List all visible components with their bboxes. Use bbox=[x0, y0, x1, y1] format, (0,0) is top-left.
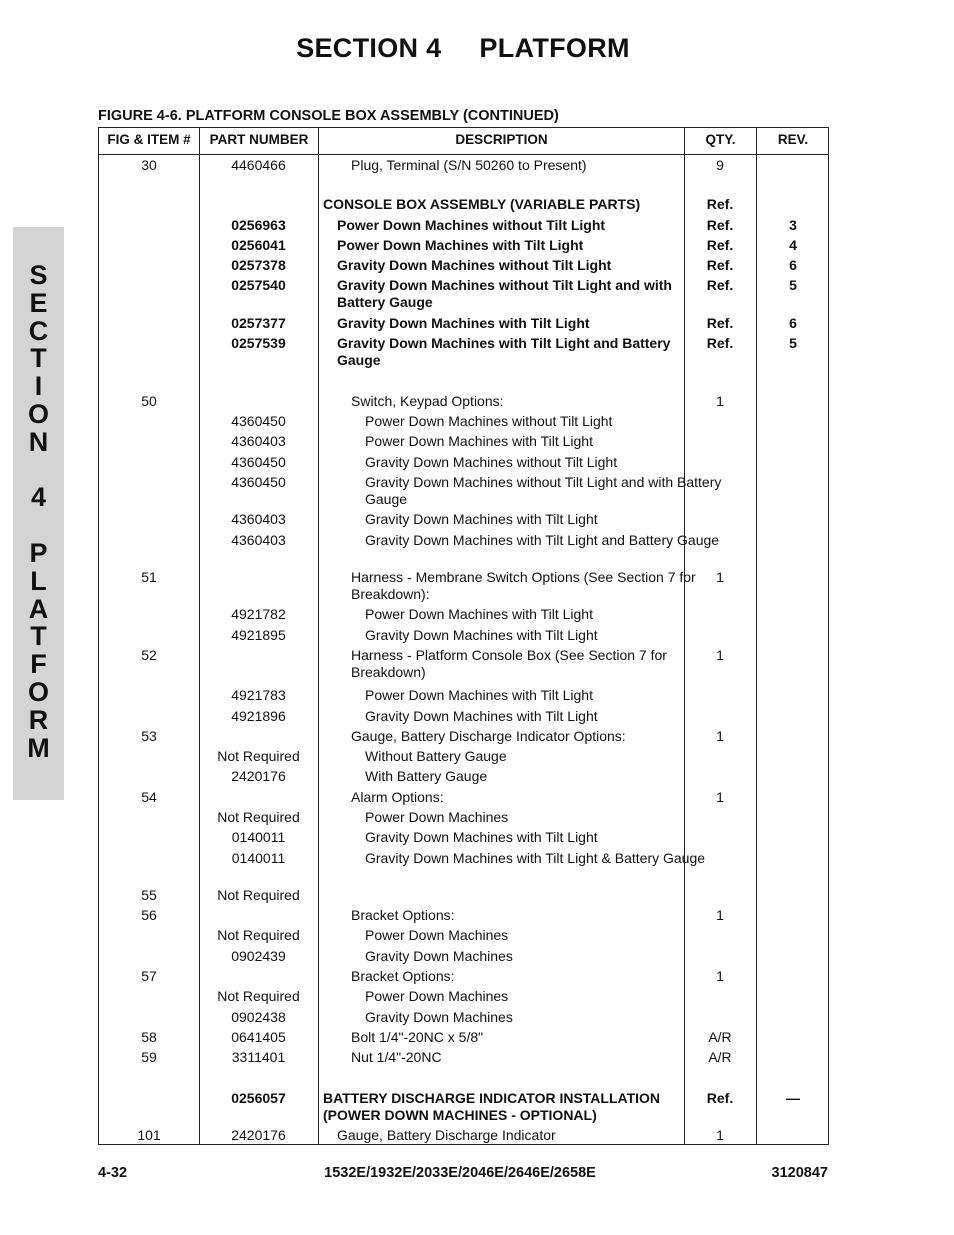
header-divider bbox=[99, 154, 828, 155]
side-tab-letter: F bbox=[30, 649, 47, 680]
description-cell: Power Down Machines bbox=[365, 988, 509, 1004]
column-header-rev: REV. bbox=[777, 132, 809, 147]
qty-cell: Ref. bbox=[706, 217, 734, 233]
part-number-cell: 4460466 bbox=[231, 157, 286, 173]
description-cell: BATTERY DISCHARGE INDICATOR INSTALLATION (POWER DOWN MACHINES - OPTIONAL) bbox=[323, 1090, 661, 1123]
description-cell: Nut 1/4"-20NC bbox=[351, 1049, 442, 1065]
description-cell: Gravity Down Machines without Tilt Light and with Battery Gauge bbox=[365, 474, 722, 507]
description-cell: With Battery Gauge bbox=[365, 768, 488, 784]
rev-cell: — bbox=[786, 1090, 800, 1106]
side-tab-letter bbox=[13, 511, 64, 539]
qty-cell: Ref. bbox=[706, 237, 734, 253]
description-cell: Power Down Machines bbox=[365, 809, 509, 825]
qty-cell: 9 bbox=[716, 157, 724, 173]
part-number-cell: 0256963 bbox=[231, 217, 286, 233]
part-number-cell: 0256057 bbox=[231, 1090, 286, 1106]
part-number-cell: 0257539 bbox=[231, 335, 286, 351]
figure-caption: FIGURE 4-6. PLATFORM CONSOLE BOX ASSEMBLY (CONTINUED) bbox=[98, 108, 559, 124]
qty-cell: 1 bbox=[716, 647, 724, 663]
part-number-cell: 0641405 bbox=[231, 1029, 286, 1045]
qty-cell: Ref. bbox=[706, 315, 734, 331]
section-name: PLATFORM bbox=[479, 33, 630, 63]
qty-cell: A/R bbox=[708, 1049, 732, 1065]
part-number-cell: 3311401 bbox=[231, 1049, 286, 1065]
description-cell: Switch, Keypad Options: bbox=[351, 393, 504, 409]
rev-cell: 6 bbox=[789, 315, 797, 331]
qty-cell: 1 bbox=[716, 968, 724, 984]
fig-item-cell: 58 bbox=[141, 1029, 157, 1045]
parts-table bbox=[98, 127, 829, 1145]
qty-cell: 1 bbox=[716, 393, 724, 409]
side-tab-letter: O bbox=[27, 398, 49, 429]
description-cell: Gravity Down Machines with Tilt Light and Battery Gauge bbox=[365, 532, 720, 548]
description-cell: Plug, Terminal (S/N 50260 to Present) bbox=[351, 157, 587, 173]
fig-item-cell: 101 bbox=[137, 1127, 161, 1143]
part-number-cell: 4360450 bbox=[231, 454, 286, 470]
description-cell: Power Down Machines with Tilt Light bbox=[337, 237, 584, 253]
description-cell: Power Down Machines with Tilt Light bbox=[365, 606, 593, 622]
fig-item-cell: 54 bbox=[141, 789, 157, 805]
qty-cell: 1 bbox=[716, 907, 724, 923]
description-cell: Gravity Down Machines with Tilt Light bbox=[337, 315, 590, 331]
description-cell: Alarm Options: bbox=[351, 789, 444, 805]
description-cell: Without Battery Gauge bbox=[365, 748, 507, 764]
rev-cell: 3 bbox=[789, 217, 797, 233]
column-header-part-number: PART NUMBER bbox=[209, 132, 309, 147]
description-cell: Gravity Down Machines without Tilt Light bbox=[365, 454, 618, 470]
section-title bbox=[0, 33, 926, 64]
document-number: 3120847 bbox=[771, 1165, 828, 1181]
qty-cell: Ref. bbox=[706, 277, 734, 293]
qty-cell: 1 bbox=[716, 789, 724, 805]
description-cell: Gravity Down Machines with Tilt Light & Battery Gauge bbox=[365, 850, 706, 866]
column-header-qty: QTY. bbox=[705, 132, 736, 147]
qty-cell: Ref. bbox=[706, 1090, 734, 1106]
qty-cell: Ref. bbox=[706, 196, 734, 212]
description-cell: Power Down Machines without Tilt Light bbox=[337, 217, 606, 233]
side-tab-letters bbox=[13, 261, 64, 761]
part-number-cell: 0256041 bbox=[231, 237, 286, 253]
side-tab-letter: I bbox=[34, 371, 43, 402]
fig-item-cell: 52 bbox=[141, 647, 157, 663]
rev-cell: 4 bbox=[789, 237, 797, 253]
qty-cell: 1 bbox=[716, 1127, 724, 1143]
description-cell: Gauge, Battery Discharge Indicator Options: bbox=[351, 728, 626, 744]
part-number-cell: 4360450 bbox=[231, 474, 286, 490]
part-number-cell: Not Required bbox=[217, 809, 300, 825]
description-cell: Power Down Machines without Tilt Light bbox=[365, 413, 613, 429]
fig-item-cell: 51 bbox=[141, 569, 157, 585]
description-cell: Gravity Down Machines with Tilt Light bbox=[365, 627, 598, 643]
part-number-cell: 4921895 bbox=[231, 627, 286, 643]
part-number-cell: Not Required bbox=[217, 927, 300, 943]
column-header-item: FIG & ITEM # bbox=[107, 132, 191, 147]
side-tab-letter: M bbox=[27, 732, 50, 763]
page-number: 4-32 bbox=[98, 1165, 128, 1181]
model-list: 1532E/1932E/2033E/2046E/2646E/2658E bbox=[324, 1165, 596, 1181]
qty-cell: A/R bbox=[708, 1029, 732, 1045]
part-number-cell: 2420176 bbox=[231, 768, 286, 784]
side-tab-letter: E bbox=[29, 287, 48, 318]
section-number: SECTION 4 bbox=[296, 33, 442, 63]
part-number-cell: Not Required bbox=[217, 887, 300, 903]
qty-cell: Ref. bbox=[706, 335, 734, 351]
part-number-cell: 4921896 bbox=[231, 708, 286, 724]
side-tab-letter: S bbox=[29, 260, 48, 290]
side-tab-letter: L bbox=[30, 565, 47, 596]
fig-item-cell: 30 bbox=[141, 157, 157, 173]
part-number-cell: 4921782 bbox=[231, 606, 286, 622]
description-cell: Power Down Machines with Tilt Light bbox=[365, 687, 593, 703]
part-number-cell: 4360403 bbox=[231, 511, 286, 527]
fig-item-cell: 57 bbox=[141, 968, 157, 984]
rev-cell: 6 bbox=[789, 257, 797, 273]
description-cell: Gravity Down Machines with Tilt Light bbox=[365, 708, 598, 724]
rev-cell: 5 bbox=[789, 335, 797, 351]
part-number-cell: 2420176 bbox=[231, 1127, 286, 1143]
column-divider bbox=[318, 128, 319, 1144]
fig-item-cell: 59 bbox=[141, 1049, 157, 1065]
description-cell: Power Down Machines with Tilt Light bbox=[365, 433, 593, 449]
part-number-cell: Not Required bbox=[217, 748, 300, 764]
part-number-cell: 0902438 bbox=[231, 1009, 286, 1025]
part-number-cell: 4360450 bbox=[231, 413, 286, 429]
description-cell: Gravity Down Machines without Tilt Light and with Battery Gauge bbox=[337, 277, 672, 310]
description-cell: Harness - Platform Console Box (See Section 7 for Breakdown) bbox=[351, 647, 667, 680]
part-number-cell: 0257540 bbox=[231, 277, 286, 293]
description-cell: Bracket Options: bbox=[351, 968, 455, 984]
side-tab-letter: C bbox=[28, 315, 49, 346]
qty-cell: Ref. bbox=[706, 257, 734, 273]
part-number-cell: 4921783 bbox=[231, 687, 286, 703]
rev-cell: 5 bbox=[789, 277, 797, 293]
part-number-cell: Not Required bbox=[217, 988, 300, 1004]
description-cell: Gravity Down Machines bbox=[365, 948, 513, 964]
side-tab-letter: N bbox=[28, 426, 49, 457]
fig-item-cell: 56 bbox=[141, 907, 157, 923]
fig-item-cell: 53 bbox=[141, 728, 157, 744]
description-cell: Gravity Down Machines with Tilt Light and Battery Gauge bbox=[337, 335, 671, 368]
description-cell: Power Down Machines bbox=[365, 927, 509, 943]
side-tab-letter: T bbox=[30, 621, 47, 652]
part-number-cell: 4360403 bbox=[231, 532, 286, 548]
fig-item-cell: 55 bbox=[141, 887, 157, 903]
description-cell: Gravity Down Machines with Tilt Light bbox=[365, 511, 598, 527]
part-number-cell: 4360403 bbox=[231, 433, 286, 449]
qty-cell: 1 bbox=[716, 569, 724, 585]
section-side-tab bbox=[13, 227, 64, 800]
part-number-cell: 0902439 bbox=[231, 948, 286, 964]
part-number-cell: 0140011 bbox=[231, 829, 286, 845]
side-tab-letter: T bbox=[30, 343, 47, 374]
description-cell: Gauge, Battery Discharge Indicator bbox=[337, 1127, 556, 1143]
side-tab-letter: 4 bbox=[30, 482, 47, 513]
part-number-cell: 0140011 bbox=[231, 850, 286, 866]
part-number-cell: 0257377 bbox=[231, 315, 286, 331]
description-cell: Gravity Down Machines bbox=[365, 1009, 513, 1025]
description-cell: Bracket Options: bbox=[351, 907, 455, 923]
description-cell: Gravity Down Machines with Tilt Light bbox=[365, 829, 598, 845]
qty-cell: 1 bbox=[716, 728, 724, 744]
column-header-description: DESCRIPTION bbox=[455, 132, 548, 147]
description-cell: Gravity Down Machines without Tilt Light bbox=[337, 257, 612, 273]
description-cell: Harness - Membrane Switch Options (See Section 7 for Breakdown): bbox=[351, 569, 696, 602]
side-tab-letter: O bbox=[27, 676, 49, 707]
description-cell: CONSOLE BOX ASSEMBLY (VARIABLE PARTS) bbox=[323, 196, 641, 212]
part-number-cell: 0257378 bbox=[231, 257, 286, 273]
description-cell: Bolt 1/4"-20NC x 5/8" bbox=[351, 1029, 484, 1045]
side-tab-letter: P bbox=[29, 537, 48, 568]
fig-item-cell: 50 bbox=[141, 393, 157, 409]
side-tab-letter bbox=[13, 456, 64, 484]
side-tab-letter: A bbox=[28, 593, 49, 624]
side-tab-letter: R bbox=[28, 704, 49, 735]
